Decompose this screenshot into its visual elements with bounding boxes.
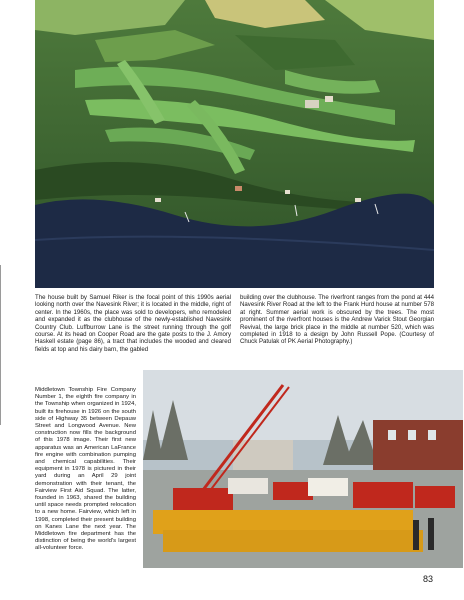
page-number: 83: [422, 574, 433, 584]
aerial-caption-right: building over the clubhouse. The riverfront ranges from the pond at 444 Navesink River Road at the left to the Frank Hurd house at number 578 at right. Summer aerial work is obscured by the trees. The most prominent of the riverfront houses is the Andrew Varick Stout Georgian Revival, the large brick place in the middle at number 520, which was completed in 1918 to a design by John Russell Pope. (Courtesy of Chuck Patulak of PK Aerial Photography.): [240, 294, 434, 346]
margin-rule: [0, 265, 1, 425]
aerial-photograph: [35, 0, 434, 288]
fire-company-photograph: [143, 370, 463, 568]
aerial-caption-left: The house built by Samuel Riker is the focal point of this 1990s aerial looking north over the Navesink River; it is located in the middle, right of center. In the 1960s, the place was sold to developers, who remodeled and expanded it as the clubhouse of the newly-established Navesink Country Club. Luffburrow Lane is the street running through the golf course. At its head on Cooper Road are the gate posts to the J. Amory Haskell estate (page 86), a tract that includes the wooded and cleared fields at top and his dairy barn, the gabled: [35, 294, 231, 353]
fire-company-caption: Middletown Township Fire Company Number 1, the eighth fire company in the Township when organized in 1924, built its firehouse in 1926 on the south side of Highway 35 between Depauw Street and Longwood Avenue. New construction now fills the background of this 1978 image. Their first new apparatus was an American LaFrance fire engine with combination pumping and chemical capabilities. Their equipment in 1978 is pictured in their yard during an April 29 joint demonstration with their tenant, the Fairview First Aid Squad. The latter, founded in 1963, shared the building until space needs prompted relocation to a new home. Fairview, which left in 1998, completed their present building on Kanes Lane the next year. The Middletown fire department has the distinction of being the world's largest all-volunteer force.: [35, 387, 136, 552]
